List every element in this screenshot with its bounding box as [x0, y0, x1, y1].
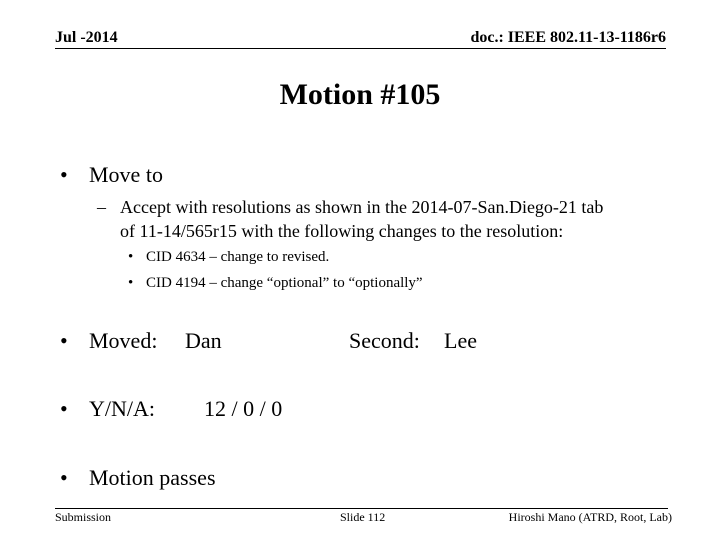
change-item-2: CID 4194 – change “optional” to “optionally” [146, 275, 423, 291]
vote-label: Y/N/A: [89, 396, 155, 421]
bullet-result: • [60, 465, 68, 490]
bullet-cid-1: • [128, 249, 134, 265]
moved-value: Dan [185, 328, 222, 353]
header-doc-id: doc.: IEEE 802.11-13-1186r6 [470, 29, 666, 46]
bullet-move: • [60, 162, 68, 187]
second-label: Second: [349, 328, 420, 353]
vote-value: 12 / 0 / 0 [204, 396, 283, 421]
bullet-moved: • [60, 328, 68, 353]
slide-title: Motion #105 [279, 78, 441, 111]
header-date: Jul -2014 [55, 29, 118, 46]
motion-result: Motion passes [89, 465, 216, 490]
move-detail-line-2: of 11-14/565r15 with the following changes to the resolution: [120, 221, 564, 241]
move-detail-line-1: Accept with resolutions as shown in the 2014-07-San.Diego-21 tab [120, 197, 604, 217]
second-value: Lee [444, 328, 477, 353]
bullet-vote: • [60, 396, 68, 421]
bullet-cid-2: • [128, 275, 134, 291]
footer-submission: Submission [55, 510, 112, 524]
header-divider [55, 48, 666, 49]
move-label: Move to [89, 162, 163, 187]
footer-slide-number: Slide 112 [340, 510, 386, 524]
dash-sub-bullet: – [97, 197, 106, 217]
moved-label: Moved: [89, 328, 158, 353]
footer-author: Hiroshi Mano (ATRD, Root, Lab) [508, 510, 672, 524]
change-item-1: CID 4634 – change to revised. [146, 249, 330, 265]
footer-divider [55, 508, 668, 509]
